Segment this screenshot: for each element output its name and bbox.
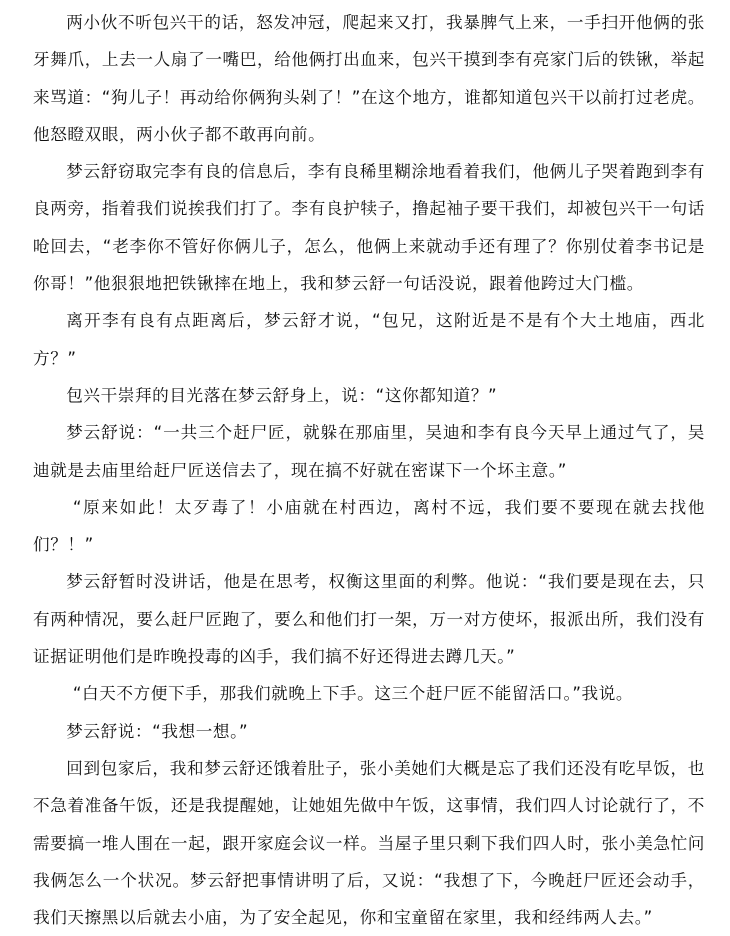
paragraph-3: 离开李有良有点距离后，梦云舒才说，“包兄，这附近是不是有个大土地庙，西北方？” [33, 311, 705, 368]
paragraph-5: 梦云舒说：“一共三个赶尸匠，就躲在那庙里，吴迪和李有良今天早上通过气了，吴迪就是去庙里给赶尸匠送信去了，现在搞不好就在密谋下一个坏主意。” [33, 423, 705, 480]
paragraph-1: 两小伙不听包兴干的话，怒发冲冠，爬起来又打，我暴脾气上来，一手扫开他俩的张牙舞爪，上去一人扇了一嘴巴，给他俩打出血来，包兴干摸到李有亮家门后的铁锹，举起来骂道：“狗儿子！再动给你俩狗头剁了！”在这个地方，谁都知道包兴干以前打过老虎。他怒瞪双眼，两小伙子都不敢再向前。 [33, 13, 705, 144]
paragraph-4: 包兴干崇拜的目光落在梦云舒身上，说：“这你都知道？” [66, 385, 498, 405]
paragraph-8: “白天不方便下手，那我们就晚上下手。这三个赶尸匠不能留活口。”我说。 [72, 684, 634, 704]
paragraph-6: “原来如此！太歹毒了！小庙就在村西边，离村不远，我们要不要现在就去找他们？！” [33, 497, 705, 555]
paragraph-7: 梦云舒暂时没讲话，他是在思考，权衡这里面的利弊。他说：“我们要是现在去，只有两种情况，要么赶尸匠跑了，要么和他们打一架，万一对方使坏，报派出所，我们没有证据证明他们是昨晚投毒的凶手，我们搞不好还得进去蹲几天。” [33, 572, 705, 667]
document-body [33, 4, 705, 936]
paragraph-2: 梦云舒窃取完李有良的信息后，李有良稀里糊涂地看着我们，他俩儿子哭着跑到李有良两旁，指着我们说挨我们打了。李有良护犊子，撸起袖子要干我们，却被包兴干一句话呛回去，“老李你不管好你俩儿子，怎么，他俩上来就动手还有理了？你别仗着李书记是你哥！”他狠狠地把铁锹摔在地上，我和梦云舒一句话没说，跟着他跨过大门槛。 [33, 162, 705, 294]
paragraph-10: 回到包家后，我和梦云舒还饿着肚子，张小美她们大概是忘了我们还没有吃早饭，也不急着准备午饭，还是我提醒她，让她姐先做中午饭，这事情，我们四人讨论就行了，不需要搞一堆人围在一起，跟开家庭会议一样。当屋子里只剩下我们四人时，张小美急忙问我俩怎么一个状况。梦云舒把事情讲明了后，又说：“我想了下，今晚赶尸匠还会动手，我们天擦黑以后就去小庙，为了安全起见，你和宝童留在家里，我和经纬两人去。” [33, 758, 705, 928]
paragraph-9: 梦云舒说：“我想一想。” [66, 721, 249, 741]
